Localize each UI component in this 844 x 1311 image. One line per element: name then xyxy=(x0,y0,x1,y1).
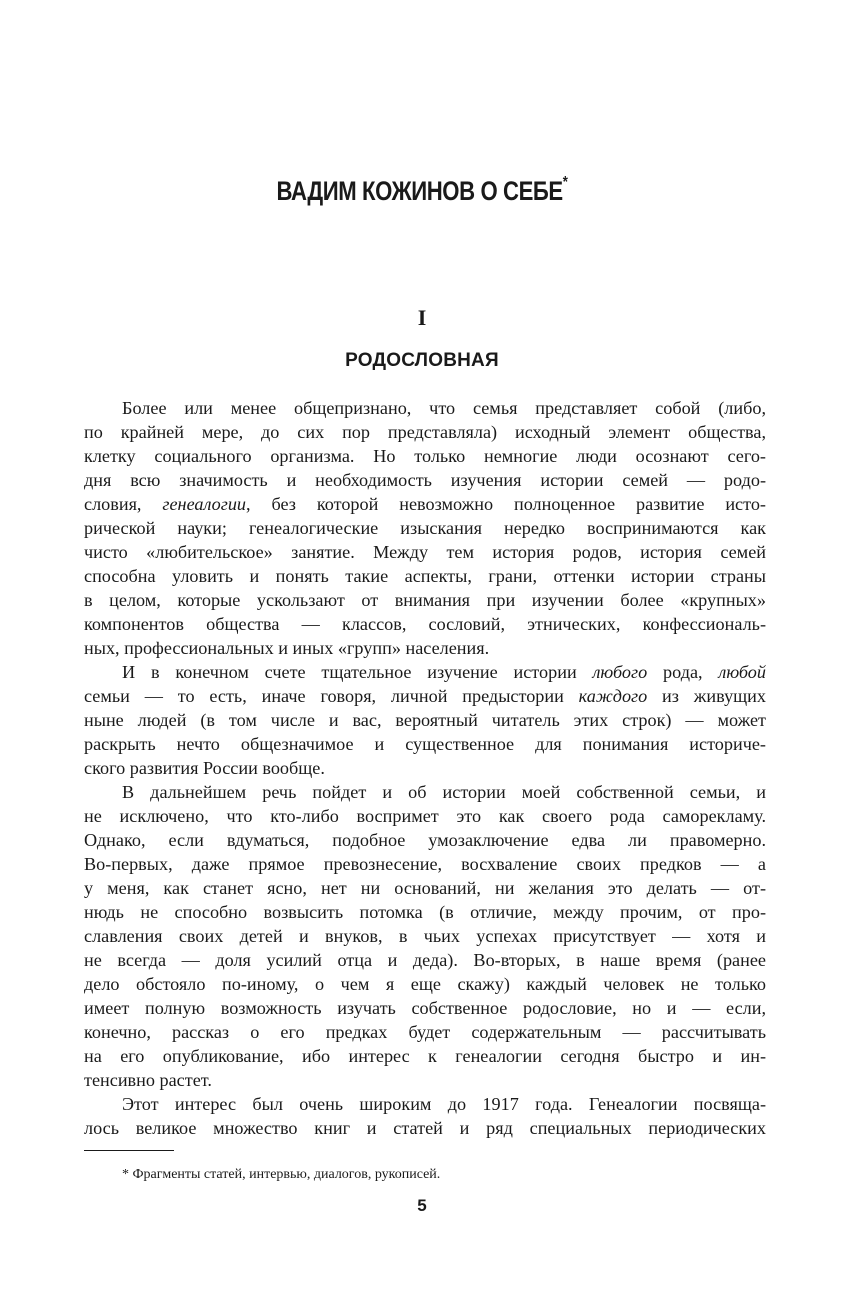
text-line: Во-первых, даже прямое превознесение, восхваление своих предков — а xyxy=(84,854,766,874)
page-number: 5 xyxy=(417,1196,427,1215)
text-line: не исключено, что кто-либо воспримет это как своего рода саморекламу. xyxy=(84,806,766,826)
footnote-divider xyxy=(84,1150,174,1151)
text-span: И в конечном счете тщательное изучение истории xyxy=(122,662,593,682)
text-line: В дальнейшем речь пойдет и об истории моей собственной семьи, и xyxy=(122,782,766,802)
text-line: клетку социального организма. Но только немногие люди осознают сего- xyxy=(84,446,766,466)
text-line: Этот интерес был очень широким до 1917 года. Генеалогии посвяща- xyxy=(122,1094,766,1114)
text-span: из живущих xyxy=(647,686,766,706)
text-line: рической науки; генеалогические изыскания нередко воспринимаются как xyxy=(84,518,766,538)
text-line: тенсивно растет. xyxy=(84,1070,212,1090)
emphasis-text: генеалогии xyxy=(162,494,247,514)
text-line: способна уловить и понять такие аспекты, грани, оттенки истории страны xyxy=(84,566,766,586)
text-line: ского развития России вообще. xyxy=(84,758,325,778)
text-line: по крайней мере, до сих пор представляла) исходный элемент общества, xyxy=(84,422,766,442)
emphasis-text: любой xyxy=(718,662,766,682)
section-heading: РОДОСЛОВНАЯ xyxy=(345,350,499,371)
text-line: нюдь не способно возвысить потомка (в отличие, между прочим, от про- xyxy=(84,902,766,922)
text-line: у меня, как станет ясно, нет ни оснований, ни желания это делать — от- xyxy=(84,878,766,898)
text-line: славления своих детей и внуков, в чьих успехах присутствует — хотя и xyxy=(84,926,766,946)
text-line xyxy=(84,492,766,516)
emphasis-text: любого xyxy=(592,662,648,682)
text-span: семьи — то есть, иначе говоря, личной предыстории xyxy=(84,686,579,706)
text-line: ныне людей (в том числе и вас, вероятный читатель этих строк) — может xyxy=(84,710,766,730)
text-line: конечно, рассказ о его предках будет содержательным — рассчитывать xyxy=(84,1022,766,1042)
text-line: компонентов общества — классов, сословий, этнических, конфессиональ- xyxy=(84,614,766,634)
text-line: не всегда — доля усилий отца и деда). Во-вторых, в наше время (ранее xyxy=(84,950,766,970)
text-span: словия, xyxy=(84,494,163,514)
page-title-text: ВАДИМ КОЖИНОВ О СЕБЕ xyxy=(276,176,563,206)
emphasis-text: каждого xyxy=(578,686,648,706)
text-line: раскрыть нечто общезначимое и существенное для понимания историче- xyxy=(84,734,766,754)
text-line: Однако, если вдуматься, подобное умозаключение едва ли правомерно. xyxy=(84,830,766,850)
text-line: имеет полную возможность изучать собственное родословие, но и — если, xyxy=(84,998,766,1018)
footnote: * Фрагменты статей, интервью, диалогов, рукописей. xyxy=(122,1167,441,1182)
text-span: , без которой невозможно полноценное развитие исто- xyxy=(246,494,766,514)
text-line: дня всю значимость и необходимость изучения истории семей — родо- xyxy=(84,470,766,490)
text-line: на его опубликование, ибо интерес к генеалогии сегодня быстро и ин- xyxy=(84,1046,766,1066)
text-line: дело обстояло по-иному, о чем я еще скажу) каждый человек не только xyxy=(84,974,766,994)
text-span: рода, xyxy=(647,662,719,682)
part-number: I xyxy=(417,305,427,330)
page-title xyxy=(76,176,768,207)
text-line: Более или менее общепризнано, что семья представляет собой (либо, xyxy=(122,398,766,418)
text-line: чисто «любительское» занятие. Между тем история родов, история семей xyxy=(84,542,766,562)
text-line xyxy=(84,684,766,708)
text-line: лось великое множество книг и статей и ряд специальных периодических xyxy=(84,1118,766,1138)
text-line xyxy=(84,660,766,684)
text-line: ных, профессиональных и иных «групп» населения. xyxy=(84,638,490,658)
text-line: в целом, которые ускользают от внимания при изучении более «крупных» xyxy=(84,590,766,610)
body-text xyxy=(84,396,766,1140)
footnote-mark: * xyxy=(562,174,568,191)
